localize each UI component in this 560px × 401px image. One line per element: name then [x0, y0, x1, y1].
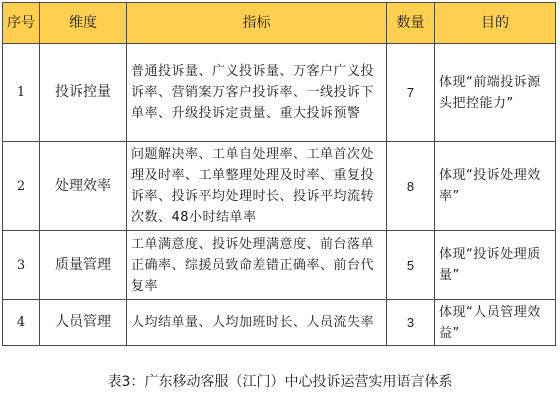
row-purpose: 体现“前端投诉源头把控能力” [435, 44, 556, 142]
row-indicators: 问题解决率、工单自处理率、工单首次处理及时率、工单整理处理及时率、重复投诉率、投诉平均处理时长、投诉平均流转次数、48小时结单率 [127, 142, 387, 231]
row-index: 3 [3, 231, 40, 300]
row-count: 3 [387, 300, 435, 346]
header-count: 数量 [387, 3, 435, 44]
header-index: 序号 [3, 3, 40, 44]
table-row [3, 231, 556, 300]
row-count: 5 [387, 231, 435, 300]
row-count: 8 [387, 142, 435, 231]
table-caption: 表3：广东移动客服（江门）中心投诉运营实用语言体系 [107, 374, 453, 390]
row-purpose: 体现“投诉处理质量” [435, 231, 556, 300]
row-indicators: 人均结单量、人均加班时长、人员流失率 [127, 300, 387, 346]
header-indicators: 指标 [127, 3, 387, 44]
row-dimension: 人员管理 [40, 300, 127, 346]
row-dimension: 投诉控量 [40, 44, 127, 142]
row-index: 2 [3, 142, 40, 231]
row-count: 7 [387, 44, 435, 142]
row-index: 1 [3, 44, 40, 142]
row-index: 4 [3, 300, 40, 346]
header-dimension: 维度 [40, 3, 127, 44]
table-row [3, 44, 556, 142]
kpi-table [2, 2, 556, 346]
row-dimension: 质量管理 [40, 231, 127, 300]
row-purpose: 体现“人员管理效益” [435, 300, 556, 346]
table-row [3, 142, 556, 231]
row-purpose: 体现“投诉处理效率” [435, 142, 556, 231]
table-header-row [3, 3, 556, 44]
row-indicators: 工单满意度、投诉处理满意度、前台落单正确率、综援员致命差错正确率、前台代复率 [127, 231, 387, 300]
row-dimension: 处理效率 [40, 142, 127, 231]
row-indicators: 普通投诉量、广义投诉量、万客户广义投诉率、营销案万客户投诉率、一线投诉下单率、升级投诉定责量、重大投诉预警 [127, 44, 387, 142]
table-row [3, 300, 556, 346]
header-purpose: 目的 [435, 3, 556, 44]
